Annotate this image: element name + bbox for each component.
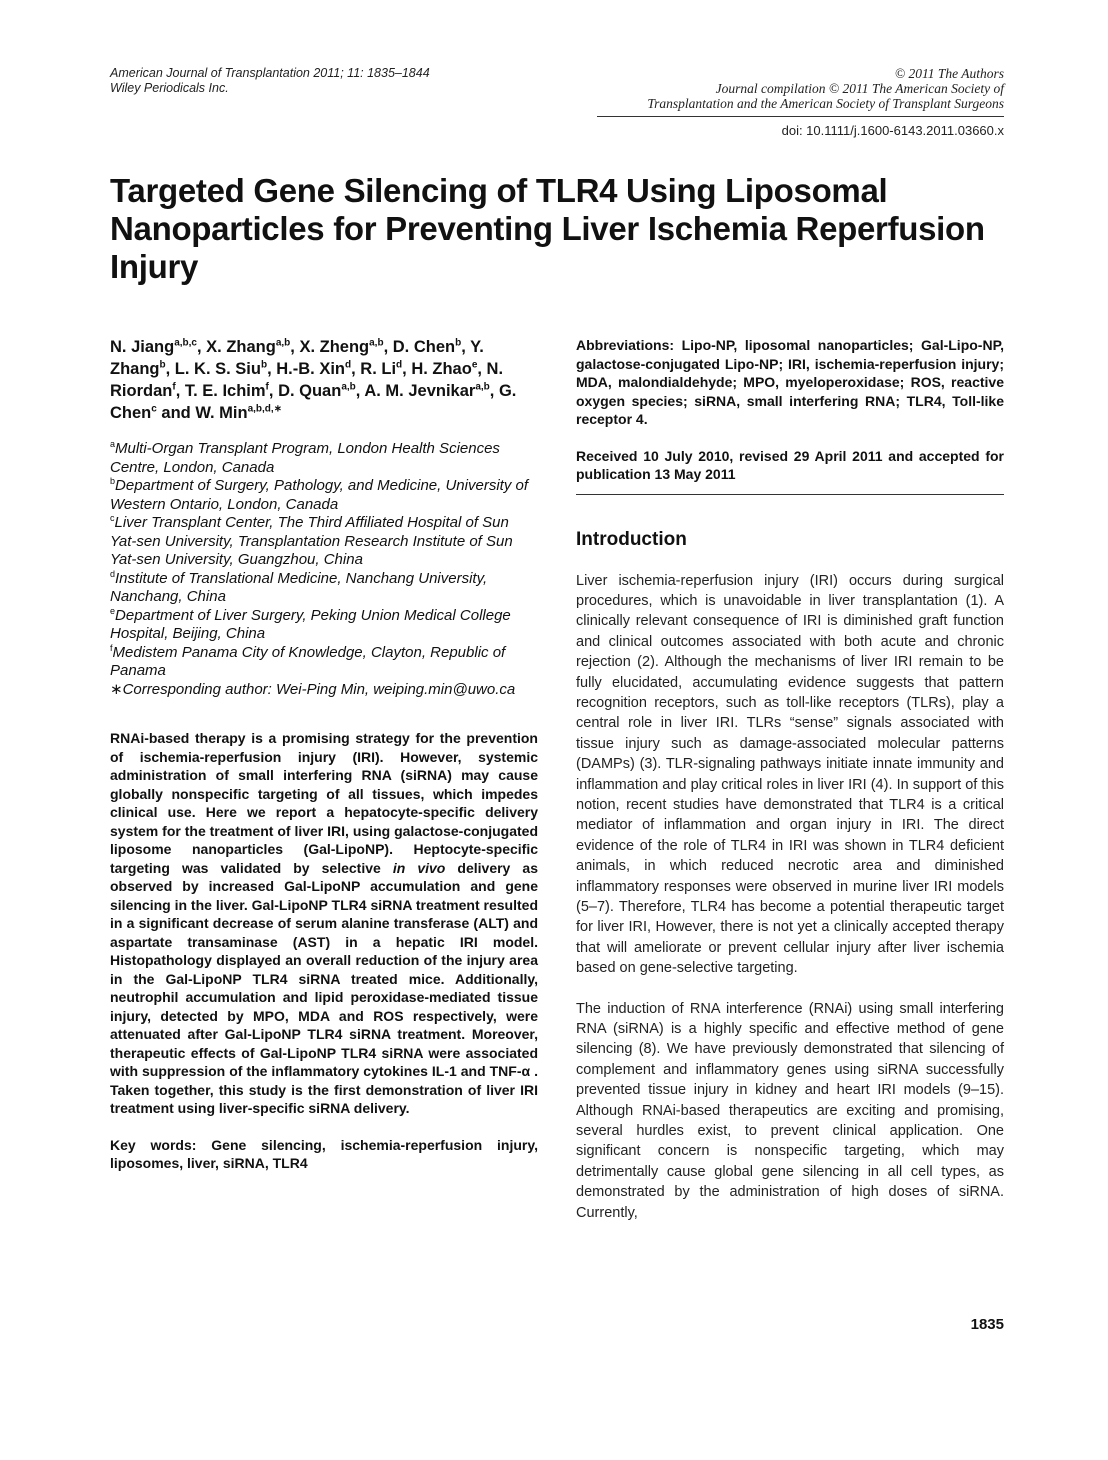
affiliation xyxy=(110,644,538,681)
affiliation-mark: e xyxy=(110,605,116,616)
copyright-line-3: Transplantation and the American Society of Transplant Surgeons xyxy=(647,96,1004,111)
affiliation-text: Institute of Translational Medicine, Nanchang University, Nanchang, China xyxy=(110,569,488,605)
section-rule xyxy=(576,494,1004,495)
author-affiliation-mark: d xyxy=(345,359,352,371)
right-column xyxy=(576,336,1004,1223)
author-name: G. Chen xyxy=(110,382,517,422)
affiliation-text: Department of Liver Surgery, Peking Union Medical College Hospital, Beijing, China xyxy=(110,606,511,642)
author-affiliation-mark: a,b,d,∗ xyxy=(247,403,283,415)
affiliation-text: Multi-Organ Transplant Program, London Health Sciences Centre, London, Canada xyxy=(110,440,500,476)
author-affiliation-mark: a,b xyxy=(275,337,291,349)
affiliation-mark: c xyxy=(110,513,115,523)
journal-line-2: Wiley Periodicals Inc. xyxy=(110,81,229,95)
affiliation-mark: b xyxy=(110,476,116,486)
left-column xyxy=(110,336,538,1173)
author-affiliation-mark: a,b xyxy=(369,337,384,349)
author-affiliation-mark: a,b,c xyxy=(174,337,197,349)
author-affiliation-mark: d xyxy=(396,359,403,371)
author-affiliation-mark: b xyxy=(455,337,462,349)
author-name: X. Zhang xyxy=(206,338,276,356)
header-rule xyxy=(597,116,1004,117)
introduction-paragraph-2: The induction of RNA interference (RNAi) using small interfering RNA (siRNA) is a highly specific and effective method of gene silencing (8). We have previously demonstrated that silencing of complement and inflammatory genes using siRNA successfully prevented tissue injury in kidney and heart IRI models (9–15). Although RNAi-based therapeutics are exciting and promising, several hurdles exist, to prevent clinical application. One significant concern is nonspecific targeting, which may detrimentally cause global gene silencing in all cell types, as demonstrated by the administration of high doses of siRNA. Currently, xyxy=(576,1000,1004,1221)
author-name: N. Jiang xyxy=(110,338,175,356)
affiliation-mark: ∗ xyxy=(110,680,123,698)
author-name: H.-B. Xin xyxy=(276,360,345,378)
keywords: Key words: Gene silencing, ischemia-reperfusion injury, liposomes, liver, siRNA, TLR4 xyxy=(110,1136,538,1171)
author-affiliation-mark: c xyxy=(151,403,157,415)
affiliation-list xyxy=(110,440,538,699)
author-list: N. Jiang$^{a,b,c}$, X. Zhang$^{a,b}$, X. Zheng$^{a,b}$, D. Chen$^b$, Y. Zhang$^b$, L. K. S. Siu$^b$, H.-B. Xin$^d$, R. Li$^d$, H. Zhao$^e$, N. Riordan$^f$, T. E. Ichim$^f$, D. Quan$^{a,b}$, A. M. Jevnikar$^{a,b}$, G. Chen$^c$ and W. Min$^{a,b,d,∗}$ xyxy=(110,337,517,422)
author-name: A. M. Jevnikar xyxy=(364,382,476,400)
copyright-block xyxy=(564,66,1004,111)
author-name: W. Min xyxy=(195,404,248,422)
introduction-paragraph-1: Liver ischemia-reperfusion injury (IRI) occurs during surgical procedures, which is unavoidable in liver transplantation (1). A clinically relevant consequence of IRI is diminished graft function and clinical outcomes associated with both acute and chronic rejection (2). Although the mechanisms of liver IRI remain to be fully elucidated, accumulating evidence suggests that pattern recognition receptors, such as toll-like receptors (TLRs), play a central role in liver IRI. TLRs “sense” signals associated with tissue injury such as damage-associated molecular patterns (DAMPs) (3). TLR-signaling pathways initiate innate immunity and inflammation and play critical roles in liver IRI (4). In support of this notion, recent studies have demonstrated that TLR4 is a critical mediator of inflammation and organ injury in IRI. The direct evidence of the role of TLR4 in IRI was shown in TLR4 deficient animals, in which reduced necrotic area and diminished inflammatory responses were observed in murine liver IRI models (5–7). Therefore, TLR4 has become a potential therapeutic target for liver IRI, However, there is not yet a clinically accepted therapy that will ameliorate or prevent cellular injury after liver ischemia based on gene-selective targeting. xyxy=(576,572,1004,977)
author-affiliation-mark: b xyxy=(260,359,268,371)
affiliation-text: Department of Surgery, Pathology, and Medicine, University of Western Ontario, London, Canada xyxy=(110,477,528,513)
author-affiliation-mark: a,b xyxy=(341,381,356,393)
affiliation-text: Medistem Panama City of Knowledge, Clayton, Republic of Panama xyxy=(110,643,506,679)
affiliation-text: Liver Transplant Center, The Third Affiliated Hospital of Sun Yat-sen University, Transplantation Research Institute of Sun Yat-sen University, Guangzhou, China xyxy=(110,514,513,568)
affiliation xyxy=(110,607,538,644)
abstract-italic: in vivo xyxy=(392,859,446,876)
author-affiliation-mark: b xyxy=(159,359,166,371)
affiliation-mark: d xyxy=(110,568,116,579)
affiliation xyxy=(110,514,538,570)
affiliation-text: Corresponding author: Wei-Ping Min, weiping.min@uwo.ca xyxy=(122,680,516,698)
abbreviations: Abbreviations: Lipo-NP, liposomal nanoparticles; Gal-Lipo-NP, galactose-conjugated Lipo-NP; IRI, ischemia-reperfusion injury; MDA, malondialdehyde; MPO, myeloperoxidase; ROS, reactive oxygen species; siRNA, small interfering RNA; TLR4, Toll-like receptor 4. xyxy=(576,337,1004,427)
received-dates: Received 10 July 2010, revised 29 April 2011 and accepted for publication 13 May 2011 xyxy=(576,447,1004,482)
author-name: H. Zhao xyxy=(411,360,472,378)
author-name: Y. Zhang xyxy=(110,338,484,378)
author-affiliation-mark: a,b xyxy=(475,381,490,393)
author-name: L. K. S. Siu xyxy=(174,360,261,378)
article-title: Targeted Gene Silencing of TLR4 Using Liposomal Nanoparticles for Preventing Liver Ischemia Reperfusion Injury xyxy=(110,172,985,285)
abstract xyxy=(110,729,538,1118)
affiliation-mark: f xyxy=(110,642,113,653)
author-name: T. E. Ichim xyxy=(184,382,266,400)
copyright-line-2: Journal compilation © 2011 The American Society of xyxy=(715,81,1004,96)
affiliation xyxy=(110,477,538,514)
author-affiliation-mark: e xyxy=(471,359,478,371)
journal-line-1: American Journal of Transplantation 2011; 11: 1835–1844 xyxy=(110,66,430,80)
abstract-text-1: RNAi-based therapy is a promising strategy for the prevention of ischemia-reperfusion injury (IRI). However, systemic administration of small interfering RNA (siRNA) may cause globally nonspecific targeting of all tissues, which impedes clinical use. Here we report a hepatocyte-specific delivery system for the treatment of liver IRI, using galactose-conjugated liposome nanoparticles (Gal-LipoNP). Heptocyte-specific targeting was validated by selective xyxy=(110,730,538,876)
author-name: D. Chen xyxy=(392,338,456,356)
copyright-line-1: © 2011 The Authors xyxy=(894,66,1004,81)
author-name: D. Quan xyxy=(278,382,342,400)
affiliation-mark: a xyxy=(110,439,116,449)
author-name: X. Zheng xyxy=(299,338,370,356)
doi: doi: 10.1111/j.1600-6143.2011.03660.x xyxy=(781,123,1004,138)
corresponding-author xyxy=(110,681,538,700)
introduction-heading: Introduction xyxy=(576,528,687,550)
author-affiliation-mark: f xyxy=(265,381,269,393)
page-number: 1835 xyxy=(970,1316,1004,1333)
affiliation xyxy=(110,440,538,477)
author-name: N. Riordan xyxy=(110,360,504,400)
affiliation xyxy=(110,570,538,607)
author-name: R. Li xyxy=(360,360,397,378)
author-affiliation-mark: f xyxy=(172,381,176,393)
abstract-text-2: delivery as observed by increased Gal-LipoNP accumulation and gene silencing in the liver. Gal-LipoNP TLR4 siRNA treatment resulted in a significant decrease of serum alanine transferase (ALT) and aspartate transaminase (AST) in a hepatic IRI model. Histopathology displayed an overall reduction of the injury area in the Gal-LipoNP TLR4 siRNA treated mice. Additionally, neutrophil accumulation and lipid peroxidase-mediated tissue injury, detected by MPO, MDA and ROS respectively, were attenuated after Gal-LipoNP TLR4 siRNA treatment. Moreover, therapeutic effects of Gal-LipoNP TLR4 siRNA were associated with suppression of the inflammatory cytokines IL-1 and TNF-α . Taken together, this study is the first demonstration of liver IRI treatment using liver-specific siRNA delivery. xyxy=(110,859,538,1116)
journal-citation xyxy=(110,66,530,96)
